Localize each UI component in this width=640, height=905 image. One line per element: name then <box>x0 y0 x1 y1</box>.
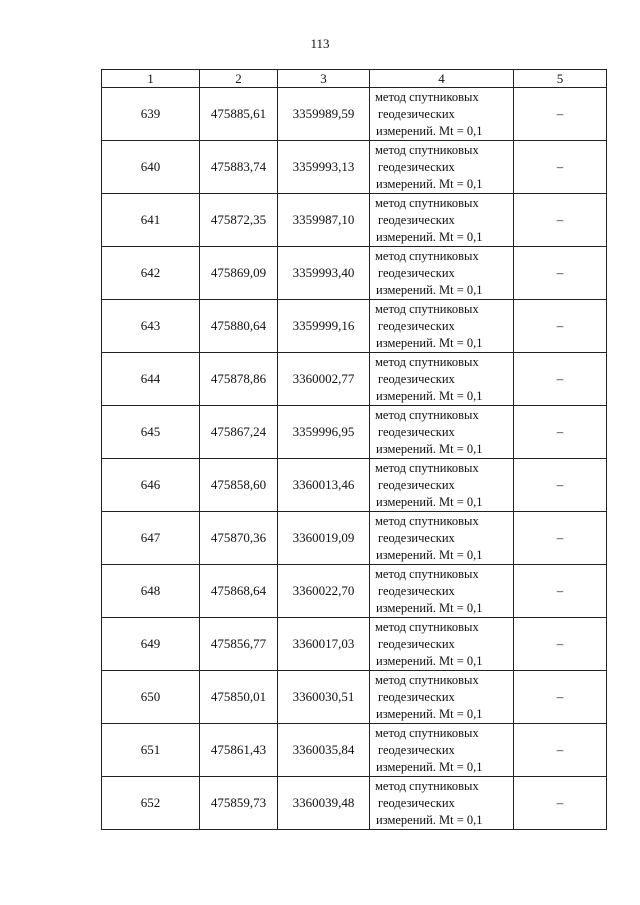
x-coordinate-cell: 475867,24 <box>200 406 278 459</box>
table-header <box>102 70 607 88</box>
coordinates-table <box>101 69 607 830</box>
x-coordinate-cell: 475869,09 <box>200 247 278 300</box>
col5-cell: – <box>514 300 607 353</box>
header-col-3: 3 <box>278 70 370 88</box>
method-line: метод спутниковых <box>375 407 479 422</box>
table-row <box>102 353 607 406</box>
table-row <box>102 724 607 777</box>
table-row <box>102 777 607 830</box>
table-body <box>102 88 607 830</box>
table-row <box>102 565 607 618</box>
x-coordinate-cell: 475859,73 <box>200 777 278 830</box>
y-coordinate-cell: 3360019,09 <box>278 512 370 565</box>
col5-cell: – <box>514 247 607 300</box>
x-coordinate-cell: 475872,35 <box>200 194 278 247</box>
method-cell <box>370 724 514 777</box>
x-coordinate-cell: 475883,74 <box>200 141 278 194</box>
y-coordinate-cell: 3360022,70 <box>278 565 370 618</box>
method-line: измерений. Mt = 0,1 <box>376 812 483 827</box>
y-coordinate-cell: 3359993,13 <box>278 141 370 194</box>
method-line: геодезических <box>378 159 455 174</box>
point-number-cell: 640 <box>102 141 200 194</box>
table-row <box>102 512 607 565</box>
col5-cell: – <box>514 671 607 724</box>
method-line: измерений. Mt = 0,1 <box>376 494 483 509</box>
y-coordinate-cell: 3360017,03 <box>278 618 370 671</box>
x-coordinate-cell: 475868,64 <box>200 565 278 618</box>
header-col-4: 4 <box>370 70 514 88</box>
point-number-cell: 643 <box>102 300 200 353</box>
method-line: метод спутниковых <box>375 566 479 581</box>
method-line: геодезических <box>378 318 455 333</box>
point-number-cell: 652 <box>102 777 200 830</box>
method-line: геодезических <box>378 530 455 545</box>
method-line: метод спутниковых <box>375 195 479 210</box>
method-line: метод спутниковых <box>375 460 479 475</box>
method-line: метод спутниковых <box>375 142 479 157</box>
x-coordinate-cell: 475861,43 <box>200 724 278 777</box>
point-number-cell: 644 <box>102 353 200 406</box>
table-row <box>102 88 607 141</box>
x-coordinate-cell: 475856,77 <box>200 618 278 671</box>
col5-cell: – <box>514 618 607 671</box>
method-line: измерений. Mt = 0,1 <box>376 282 483 297</box>
col5-cell: – <box>514 406 607 459</box>
point-number-cell: 651 <box>102 724 200 777</box>
y-coordinate-cell: 3360039,48 <box>278 777 370 830</box>
method-line: геодезических <box>378 106 455 121</box>
point-number-cell: 646 <box>102 459 200 512</box>
point-number-cell: 639 <box>102 88 200 141</box>
method-line: измерений. Mt = 0,1 <box>376 706 483 721</box>
method-line: геодезических <box>378 212 455 227</box>
y-coordinate-cell: 3359989,59 <box>278 88 370 141</box>
method-line: измерений. Mt = 0,1 <box>376 229 483 244</box>
x-coordinate-cell: 475870,36 <box>200 512 278 565</box>
header-col-1: 1 <box>102 70 200 88</box>
method-line: геодезических <box>378 424 455 439</box>
method-line: геодезических <box>378 795 455 810</box>
method-cell <box>370 141 514 194</box>
method-line: геодезических <box>378 583 455 598</box>
method-line: измерений. Mt = 0,1 <box>376 759 483 774</box>
method-line: метод спутниковых <box>375 354 479 369</box>
method-line: измерений. Mt = 0,1 <box>376 547 483 562</box>
method-line: метод спутниковых <box>375 725 479 740</box>
col5-cell: – <box>514 724 607 777</box>
table-row <box>102 300 607 353</box>
col5-cell: – <box>514 194 607 247</box>
method-cell <box>370 777 514 830</box>
table-row <box>102 247 607 300</box>
method-line: измерений. Mt = 0,1 <box>376 388 483 403</box>
point-number-cell: 642 <box>102 247 200 300</box>
y-coordinate-cell: 3359987,10 <box>278 194 370 247</box>
header-col-2: 2 <box>200 70 278 88</box>
x-coordinate-cell: 475850,01 <box>200 671 278 724</box>
point-number-cell: 649 <box>102 618 200 671</box>
method-line: геодезических <box>378 371 455 386</box>
table-row <box>102 406 607 459</box>
method-cell <box>370 618 514 671</box>
y-coordinate-cell: 3359999,16 <box>278 300 370 353</box>
table-row <box>102 671 607 724</box>
table-row <box>102 141 607 194</box>
method-cell <box>370 512 514 565</box>
col5-cell: – <box>514 88 607 141</box>
method-line: измерений. Mt = 0,1 <box>376 653 483 668</box>
y-coordinate-cell: 3360013,46 <box>278 459 370 512</box>
header-row <box>102 70 607 88</box>
method-cell <box>370 671 514 724</box>
page-number: 113 <box>310 36 330 51</box>
table-row <box>102 194 607 247</box>
col5-cell: – <box>514 353 607 406</box>
y-coordinate-cell: 3360035,84 <box>278 724 370 777</box>
header-col-5: 5 <box>514 70 607 88</box>
point-number-cell: 650 <box>102 671 200 724</box>
method-line: метод спутниковых <box>375 513 479 528</box>
method-line: геодезических <box>378 742 455 757</box>
y-coordinate-cell: 3359996,95 <box>278 406 370 459</box>
method-line: геодезических <box>378 689 455 704</box>
x-coordinate-cell: 475858,60 <box>200 459 278 512</box>
method-line: измерений. Mt = 0,1 <box>376 600 483 615</box>
method-line: геодезических <box>378 636 455 651</box>
col5-cell: – <box>514 459 607 512</box>
y-coordinate-cell: 3360030,51 <box>278 671 370 724</box>
method-cell <box>370 406 514 459</box>
method-line: измерений. Mt = 0,1 <box>376 335 483 350</box>
col5-cell: – <box>514 512 607 565</box>
col5-cell: – <box>514 141 607 194</box>
point-number-cell: 641 <box>102 194 200 247</box>
y-coordinate-cell: 3360002,77 <box>278 353 370 406</box>
method-line: метод спутниковых <box>375 89 479 104</box>
method-cell <box>370 194 514 247</box>
x-coordinate-cell: 475878,86 <box>200 353 278 406</box>
x-coordinate-cell: 475880,64 <box>200 300 278 353</box>
method-line: измерений. Mt = 0,1 <box>376 176 483 191</box>
x-coordinate-cell: 475885,61 <box>200 88 278 141</box>
method-line: измерений. Mt = 0,1 <box>376 123 483 138</box>
method-line: метод спутниковых <box>375 301 479 316</box>
point-number-cell: 645 <box>102 406 200 459</box>
col5-cell: – <box>514 565 607 618</box>
method-cell <box>370 459 514 512</box>
table-row <box>102 618 607 671</box>
point-number-cell: 647 <box>102 512 200 565</box>
method-cell <box>370 565 514 618</box>
table-row <box>102 459 607 512</box>
point-number-cell: 648 <box>102 565 200 618</box>
method-cell <box>370 353 514 406</box>
method-cell <box>370 300 514 353</box>
method-cell <box>370 88 514 141</box>
method-line: измерений. Mt = 0,1 <box>376 441 483 456</box>
method-line: метод спутниковых <box>375 619 479 634</box>
method-cell <box>370 247 514 300</box>
method-line: геодезических <box>378 265 455 280</box>
y-coordinate-cell: 3359993,40 <box>278 247 370 300</box>
method-line: метод спутниковых <box>375 778 479 793</box>
method-line: метод спутниковых <box>375 248 479 263</box>
method-line: метод спутниковых <box>375 672 479 687</box>
method-line: геодезических <box>378 477 455 492</box>
col5-cell: – <box>514 777 607 830</box>
